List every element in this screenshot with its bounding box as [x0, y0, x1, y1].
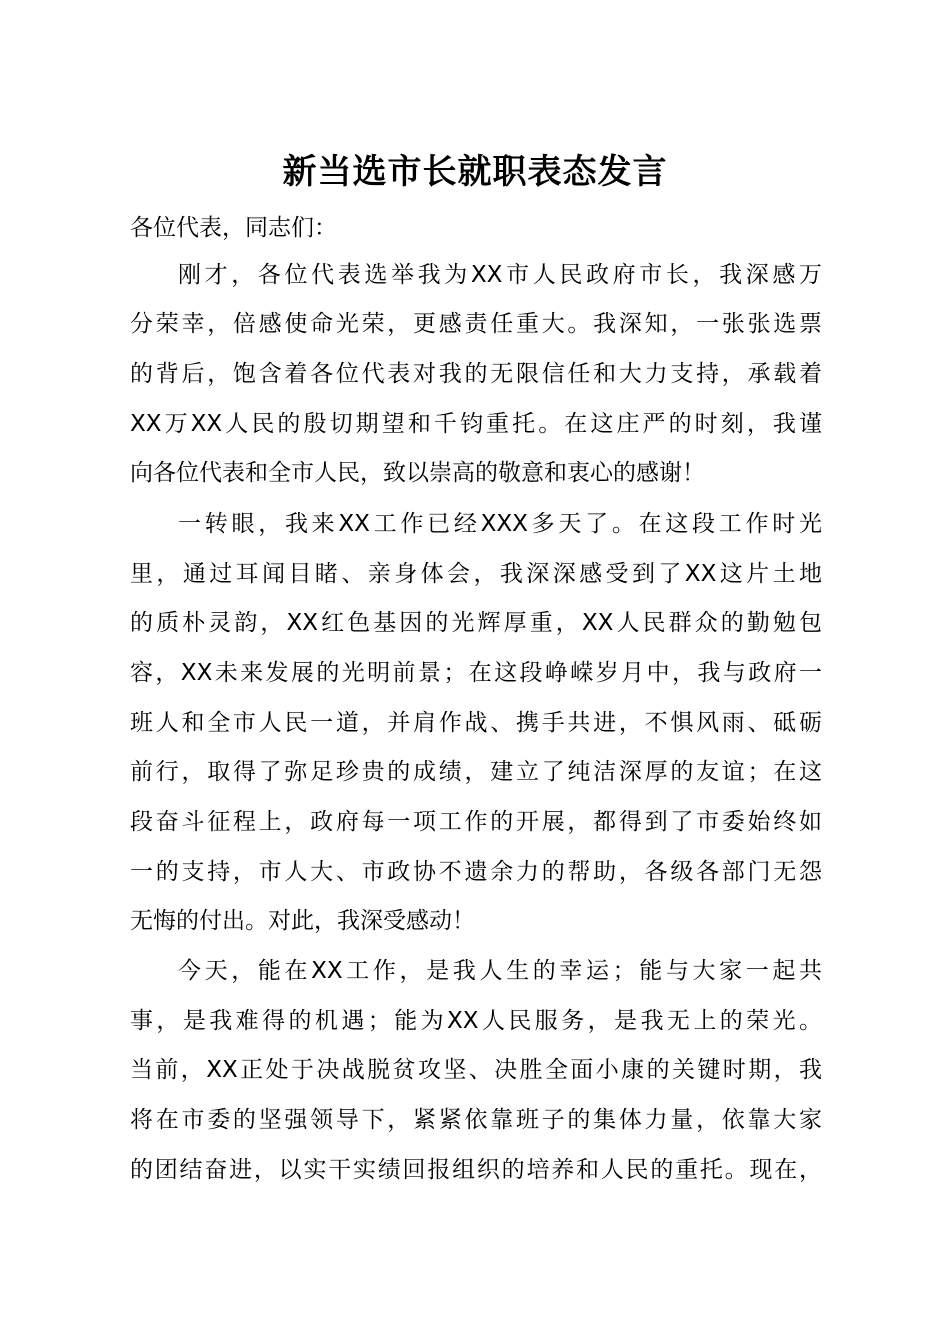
- paragraph-line: 分荣幸，倍感使命光荣，更感责任重大。我深知，一张张选票: [130, 311, 822, 337]
- paragraph-line: 的质朴灵韵，XX红色基因的光辉厚重，XX人民群众的勤勉包: [130, 610, 822, 636]
- salutation: 各位代表，同志们：: [130, 215, 337, 241]
- paragraph-line: 班人和全市人民一道，并肩作战、携手共进，不惧风雨、砥砺: [130, 710, 822, 736]
- paragraph-line: 前行，取得了弥足珍贵的成绩，建立了纯洁深厚的友谊；在这: [130, 759, 822, 785]
- paragraph-line: 的团结奋进，以实干实绩回报组织的培养和人民的重托。现在，: [130, 1157, 822, 1183]
- paragraph-line: 的背后，饱含着各位代表对我的无限信任和大力支持，承载着: [130, 361, 822, 387]
- paragraph-line: 一转眼，我来XX工作已经XXX多天了。在这段工作时光: [178, 511, 822, 537]
- paragraph-line: 今天，能在XX工作，是我人生的幸运；能与大家一起共: [178, 958, 822, 984]
- paragraph-line: 里，通过耳闻目睹、亲身体会，我深深感受到了XX这片土地: [130, 561, 822, 587]
- paragraph-line: 段奋斗征程上，政府每一项工作的开展，都得到了市委始终如: [130, 809, 822, 835]
- paragraph-line: 刚才，各位代表选举我为XX市人民政府市长，我深感万: [178, 262, 822, 288]
- paragraph-line: 容，XX未来发展的光明前景；在这段峥嵘岁月中，我与政府一: [130, 660, 822, 686]
- paragraph-line: 向各位代表和全市人民，致以崇高的敬意和衷心的感谢！: [130, 460, 705, 486]
- paragraph-line: 将在市委的坚强领导下，紧紧依靠班子的集体力量，依靠大家: [130, 1107, 822, 1133]
- paragraph-line: XX万XX人民的殷切期望和千钧重托。在这庄严的时刻，我谨: [130, 411, 822, 437]
- document-title: 新当选市长就职表态发言: [282, 152, 668, 192]
- paragraph-line: 当前，XX正处于决战脱贫攻坚、决胜全面小康的关键时期，我: [130, 1057, 822, 1083]
- paragraph-line: 一的支持，市人大、市政协不遗余力的帮助，各级各部门无怨: [130, 859, 822, 885]
- paragraph-line: 事，是我难得的机遇；能为XX人民服务，是我无上的荣光。: [130, 1008, 822, 1034]
- paragraph-line: 无悔的付出。对此，我深受感动！: [130, 908, 475, 934]
